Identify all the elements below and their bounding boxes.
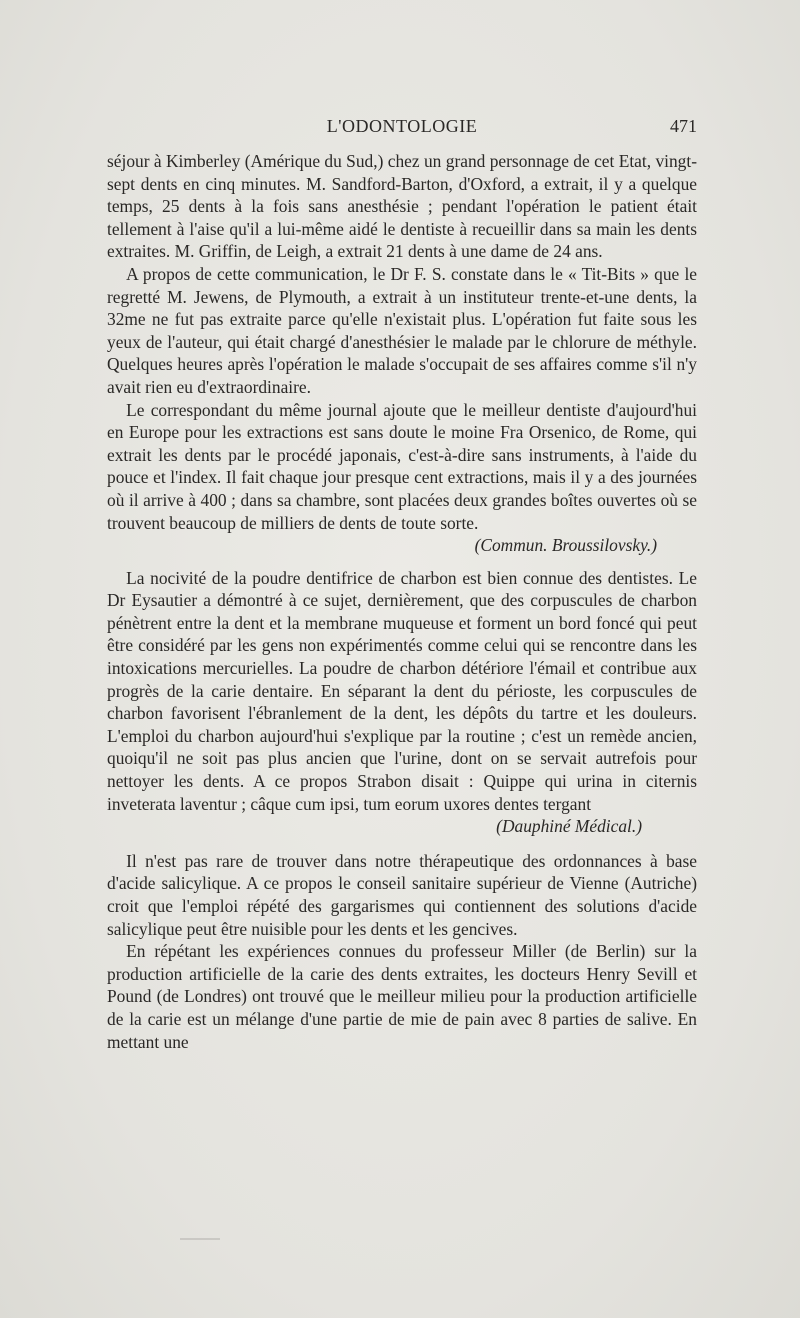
paragraph-6: En répétant les expériences connues du professeur Miller (de Berlin) sur la production artificielle de la carie des dents extraites, les docteurs Henry Sevill et Pound (de Londres) ont trouvé que le meilleur milieu pour la production artificielle de la carie est un mélange d'une partie de mie de pain avec 8 parties de salive. En mettant une xyxy=(107,941,697,1052)
paragraph-3: Le correspondant du même journal ajoute que le meilleur dentiste d'aujourd'hui en Europe pour les extractions est sans doute le moine Fra Orsenico, de Rome, qui extrait les dents par le procédé japonais, c'est-à-dire sans instruments, à l'aide du pouce et l'index. Il fait chaque jour presque cent extractions, mais il y a des journées où il arrive à 400 ; dans sa chambre, sont placées deux grandes boîtes ouvertes où se trouvent beaucoup de milliers de dents de toute sorte. xyxy=(107,399,697,533)
paragraph-1: séjour à Kimberley (Amérique du Sud,) chez un grand personnage de cet Etat, vingt-sept dents en cinq minutes. M. Sandford-Barton, d'Oxford, a extrait, il y a quelque temps, 25 dents à la fois sans anesthésie ; pendant l'opération le patient était tellement à l'aise qu'il a lui-même aidé le dentiste à recueillir dans sa main les dents extraites. M. Griffin, de Leigh, a extrait 21 dents à une dame de 24 ans. xyxy=(107,151,697,262)
body-text xyxy=(107,150,697,1053)
source-citation-2: (Dauphiné Médical.) xyxy=(496,816,642,837)
page-number: 471 xyxy=(670,116,697,136)
paragraph-5: Il n'est pas rare de trouver dans notre thérapeutique des ordonnances à base d'acide salicylique. A ce propos le conseil sanitaire supérieur de Vienne (Autriche) croit que l'emploi répété des gargarismes qui contiennent des solutions d'acide salicylique peut être nuisible pour les dents et les gencives. xyxy=(107,850,697,939)
print-mark xyxy=(180,1238,220,1240)
paragraph-4: La nocivité de la poudre dentifrice de charbon est bien connue des dentistes. Le Dr Eysautier a démontré à ce sujet, dernièrement, que des corpuscules de charbon pénètrent entre la dent et la membrane muqueuse et forment un bord foncé qui peut être considéré par les gens non expérimentés comme celui qui se rencontre dans les intoxications mercurielles. La poudre de charbon détériore l'émail et contribue aux progrès de la carie dentaire. En séparant la dent du périoste, les corpuscules de charbon favorisent l'ébranlement de la dent, les dépôts du tartre et les douleurs. L'emploi du charbon aujourd'hui s'explique par la routine ; c'est un remède ancien, quoiqu'il ne soit pas plus ancien que l'urine, dont on se servait autrefois pour nettoyer les dents. A ce propos Strabon disait : Quippe qui urina in citernis inveterata laventur ; câque cum ipsi, tum eorum uxores dentes tergant xyxy=(107,567,697,814)
source-citation-1: (Commun. Broussilovsky.) xyxy=(474,535,657,556)
paragraph-2: A propos de cette communication, le Dr F. S. constate dans le « Tit-Bits » que le regretté M. Jewens, de Plymouth, a extrait à un instituteur trente-et-une dents, la 32me ne fut pas extraite parce qu'elle n'existait plus. L'opération fut faite sous les yeux de l'auteur, qui était chargé d'anesthésier le malade par le chlorure de méthyle. Quelques heures après l'opération le malade s'occupait de ses affaires comme s'il n'y avait rien eu d'extraordinaire. xyxy=(107,263,697,397)
page-header xyxy=(107,116,697,146)
running-title: L'ODONTOLOGIE xyxy=(326,116,478,136)
